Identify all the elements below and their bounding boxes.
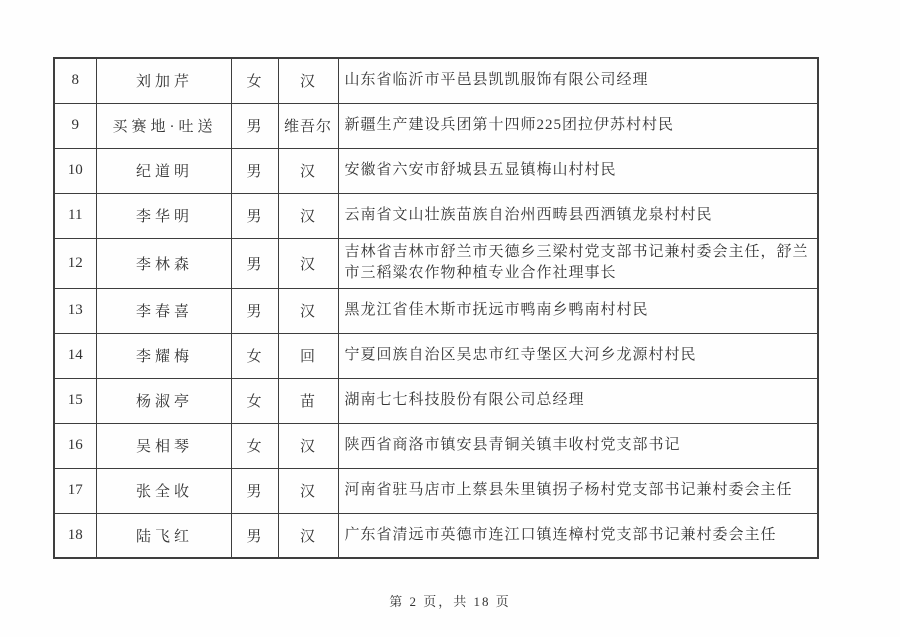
cell-ethnicity: 维吾尔 <box>278 103 338 148</box>
cell-description: 安徽省六安市舒城县五显镇梅山村村民 <box>338 148 818 193</box>
cell-gender: 女 <box>231 423 278 468</box>
table-row <box>54 423 818 468</box>
cell-ethnicity: 汉 <box>278 288 338 333</box>
cell-name: 刘加芹 <box>96 58 231 103</box>
cell-name: 张全收 <box>96 468 231 513</box>
cell-gender: 女 <box>231 378 278 423</box>
cell-ethnicity: 汉 <box>278 58 338 103</box>
cell-ethnicity: 回 <box>278 333 338 378</box>
cell-gender: 男 <box>231 103 278 148</box>
cell-name: 陆飞红 <box>96 513 231 558</box>
cell-name: 纪道明 <box>96 148 231 193</box>
cell-gender: 男 <box>231 193 278 238</box>
cell-ethnicity: 汉 <box>278 193 338 238</box>
cell-ethnicity: 汉 <box>278 148 338 193</box>
cell-ethnicity: 汉 <box>278 468 338 513</box>
cell-name: 杨淑亭 <box>96 378 231 423</box>
cell-ethnicity: 汉 <box>278 513 338 558</box>
cell-gender: 女 <box>231 58 278 103</box>
cell-description: 吉林省吉林市舒兰市天德乡三梁村党支部书记兼村委会主任，舒兰市三稻粱农作物种植专业合作社理事长 <box>338 238 818 288</box>
cell-description: 河南省驻马店市上蔡县朱里镇拐子杨村党支部书记兼村委会主任 <box>338 468 818 513</box>
cell-gender: 男 <box>231 513 278 558</box>
cell-number: 8 <box>54 58 96 103</box>
cell-number: 17 <box>54 468 96 513</box>
cell-name: 李林森 <box>96 238 231 288</box>
table-row <box>54 513 818 558</box>
table-row <box>54 58 818 103</box>
cell-description: 广东省清远市英德市连江口镇连樟村党支部书记兼村委会主任 <box>338 513 818 558</box>
table-row <box>54 193 818 238</box>
cell-description: 云南省文山壮族苗族自治州西畴县西洒镇龙泉村村民 <box>338 193 818 238</box>
cell-gender: 男 <box>231 238 278 288</box>
cell-description: 湖南七七科技股份有限公司总经理 <box>338 378 818 423</box>
cell-number: 14 <box>54 333 96 378</box>
cell-ethnicity: 汉 <box>278 423 338 468</box>
table-row <box>54 468 818 513</box>
cell-number: 15 <box>54 378 96 423</box>
cell-name: 吴相琴 <box>96 423 231 468</box>
cell-description: 山东省临沂市平邑县凯凯服饰有限公司经理 <box>338 58 818 103</box>
cell-gender: 男 <box>231 468 278 513</box>
cell-description: 新疆生产建设兵团第十四师225团拉伊苏村村民 <box>338 103 818 148</box>
cell-name: 买赛地·吐送 <box>96 103 231 148</box>
cell-ethnicity: 汉 <box>278 238 338 288</box>
cell-description: 宁夏回族自治区吴忠市红寺堡区大河乡龙源村村民 <box>338 333 818 378</box>
cell-name: 李华明 <box>96 193 231 238</box>
cell-number: 11 <box>54 193 96 238</box>
cell-description: 陕西省商洛市镇安县青铜关镇丰收村党支部书记 <box>338 423 818 468</box>
cell-number: 18 <box>54 513 96 558</box>
table-row <box>54 103 818 148</box>
awardees-table-body <box>54 58 818 558</box>
cell-gender: 男 <box>231 288 278 333</box>
page-number: 第 2 页，共 18 页 <box>389 594 511 609</box>
cell-name: 李耀梅 <box>96 333 231 378</box>
table-row <box>54 288 818 333</box>
cell-ethnicity: 苗 <box>278 378 338 423</box>
table-row <box>54 333 818 378</box>
cell-gender: 男 <box>231 148 278 193</box>
cell-name: 李春喜 <box>96 288 231 333</box>
cell-number: 16 <box>54 423 96 468</box>
cell-number: 10 <box>54 148 96 193</box>
cell-number: 12 <box>54 238 96 288</box>
cell-number: 13 <box>54 288 96 333</box>
cell-description: 黑龙江省佳木斯市抚远市鸭南乡鸭南村村民 <box>338 288 818 333</box>
cell-number: 9 <box>54 103 96 148</box>
table-row <box>54 148 818 193</box>
table-row <box>54 238 818 288</box>
cell-gender: 女 <box>231 333 278 378</box>
table-row <box>54 378 818 423</box>
awardees-table <box>53 57 819 559</box>
